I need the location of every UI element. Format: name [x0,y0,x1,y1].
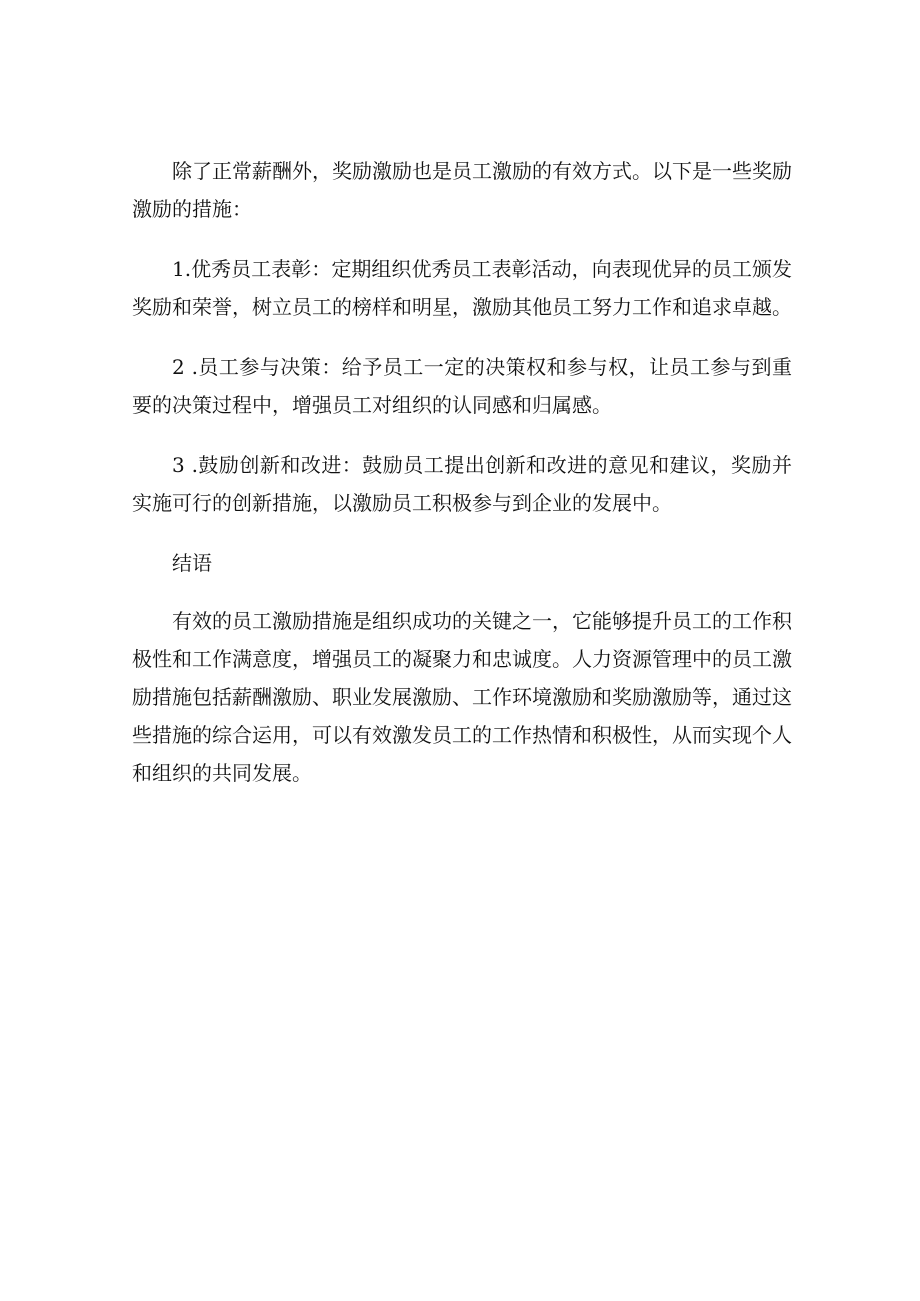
list-item-3: 3 .鼓励创新和改进：鼓励员工提出创新和改进的意见和建议，奖励并实施可行的创新措施，以激励员工积极参与到企业的发展中。 [132,453,792,515]
list-item-1: 1.优秀员工表彰：定期组织优秀员工表彰活动，向表现优异的员工颁发奖励和荣誉，树立员工的榜样和明星，激励其他员工努力工作和追求卓越。 [132,257,792,319]
conclusion-paragraph: 有效的员工激励措施是组织成功的关键之一，它能够提升员工的工作积极性和工作满意度，增强员工的凝聚力和忠诚度。人力资源管理中的员工激励措施包括薪酬激励、职业发展激励、工作环境激励和奖励激励等，通过这些措施的综合运用，可以有效激发员工的工作热情和积极性，从而实现个人和组织的共同发展。 [132,609,792,785]
section-heading-conclusion: 结语 [172,551,212,575]
document-body [132,152,792,814]
intro-paragraph: 除了正常薪酬外，奖励激励也是员工激励的有效方式。以下是一些奖励激励的措施： [132,159,792,221]
list-item-2: 2 .员工参与决策：给予员工一定的决策权和参与权，让员工参与到重要的决策过程中，增强员工对组织的认同感和归属感。 [132,355,792,417]
